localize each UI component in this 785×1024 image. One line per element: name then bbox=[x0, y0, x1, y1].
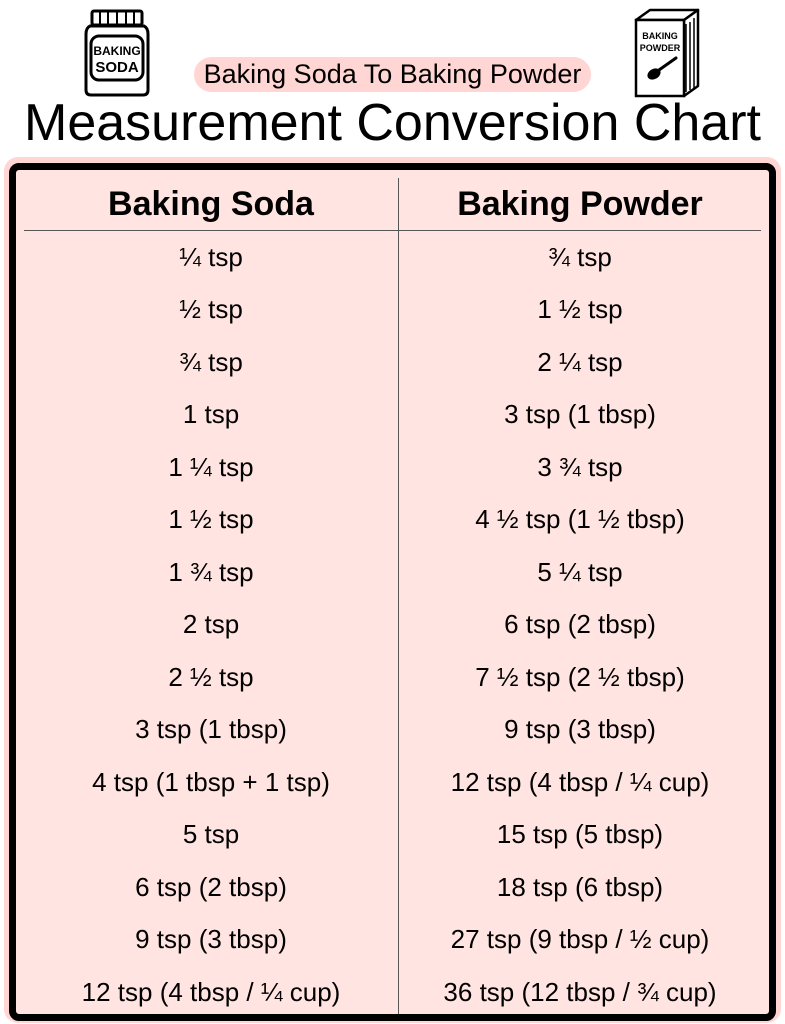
powder-box-label-line2: POWDER bbox=[639, 43, 681, 53]
baking-powder-cell: 7 ½ tsp (2 ½ tbsp) bbox=[475, 661, 685, 692]
baking-soda-cell: 1 ¼ tsp bbox=[24, 441, 399, 494]
conversion-table bbox=[24, 178, 761, 1019]
table-body bbox=[24, 231, 761, 1019]
baking-soda-cell: 2 ½ tsp bbox=[24, 651, 399, 704]
baking-soda-cell: ½ tsp bbox=[24, 284, 399, 337]
table-row bbox=[24, 336, 761, 389]
baking-soda-cell: 12 tsp (4 tbsp / ¼ cup) bbox=[24, 966, 399, 1019]
page-title: Measurement Conversion Chart bbox=[24, 94, 761, 152]
table-row bbox=[24, 389, 761, 442]
baking-powder-cell: 36 tsp (12 tbsp / ¾ cup) bbox=[443, 976, 717, 1007]
baking-soda-cell: 2 tsp bbox=[24, 599, 399, 652]
table-row bbox=[24, 441, 761, 494]
baking-powder-cell: 18 tsp (6 tbsp) bbox=[496, 871, 664, 902]
baking-powder-cell: 12 tsp (4 tbsp / ¼ cup) bbox=[450, 766, 710, 797]
baking-soda-cell: ¼ tsp bbox=[24, 231, 399, 284]
table-row bbox=[24, 861, 761, 914]
table-row bbox=[24, 704, 761, 757]
table-row bbox=[24, 546, 761, 599]
conversion-table-frame bbox=[9, 163, 776, 1021]
baking-powder-cell: 2 ¼ tsp bbox=[537, 346, 623, 377]
baking-powder-cell: 1 ½ tsp bbox=[537, 294, 623, 325]
baking-powder-cell: ¾ tsp bbox=[548, 241, 612, 272]
baking-powder-cell: 3 ¾ tsp bbox=[537, 451, 623, 482]
powder-box-label-line1: BAKING bbox=[642, 31, 678, 41]
baking-soda-cell: 6 tsp (2 tbsp) bbox=[24, 861, 399, 914]
baking-powder-cell: 27 tsp (9 tbsp / ½ cup) bbox=[450, 924, 710, 955]
table-row bbox=[24, 231, 761, 284]
table-row bbox=[24, 756, 761, 809]
column-header-baking-powder: Baking Powder bbox=[399, 178, 762, 231]
baking-soda-cell: ¾ tsp bbox=[24, 336, 399, 389]
table-row bbox=[24, 284, 761, 337]
soda-jar-label-line1: BAKING bbox=[93, 44, 141, 58]
table-bottom-filler bbox=[24, 1002, 761, 1014]
baking-powder-cell: 6 tsp (2 tbsp) bbox=[504, 609, 656, 640]
soda-jar-label-line2: SODA bbox=[95, 59, 139, 76]
column-header-baking-soda: Baking Soda bbox=[24, 178, 399, 231]
column-divider bbox=[398, 1002, 399, 1014]
baking-powder-cell: 3 tsp (1 tbsp) bbox=[504, 399, 656, 430]
table-row bbox=[24, 599, 761, 652]
baking-powder-cell: 4 ½ tsp (1 ½ tbsp) bbox=[475, 504, 685, 535]
baking-powder-cell: 15 tsp (5 tbsp) bbox=[496, 819, 664, 850]
table-row bbox=[24, 651, 761, 704]
baking-soda-cell: 1 tsp bbox=[24, 389, 399, 442]
baking-soda-cell: 1 ¾ tsp bbox=[24, 546, 399, 599]
baking-soda-cell: 5 tsp bbox=[24, 809, 399, 862]
chart-subtitle bbox=[0, 56, 785, 92]
table-row bbox=[24, 914, 761, 967]
baking-powder-cell: 5 ¼ tsp bbox=[537, 556, 623, 587]
baking-soda-cell: 3 tsp (1 tbsp) bbox=[24, 704, 399, 757]
baking-soda-cell: 4 tsp (1 tbsp + 1 tsp) bbox=[24, 756, 399, 809]
table-row bbox=[24, 809, 761, 862]
subtitle-text: Baking Soda To Baking Powder bbox=[194, 57, 592, 92]
baking-soda-cell: 9 tsp (3 tbsp) bbox=[24, 914, 399, 967]
baking-powder-cell: 9 tsp (3 tbsp) bbox=[504, 714, 656, 745]
baking-soda-cell: 1 ½ tsp bbox=[24, 494, 399, 547]
table-row bbox=[24, 494, 761, 547]
table-header-row bbox=[24, 178, 761, 231]
